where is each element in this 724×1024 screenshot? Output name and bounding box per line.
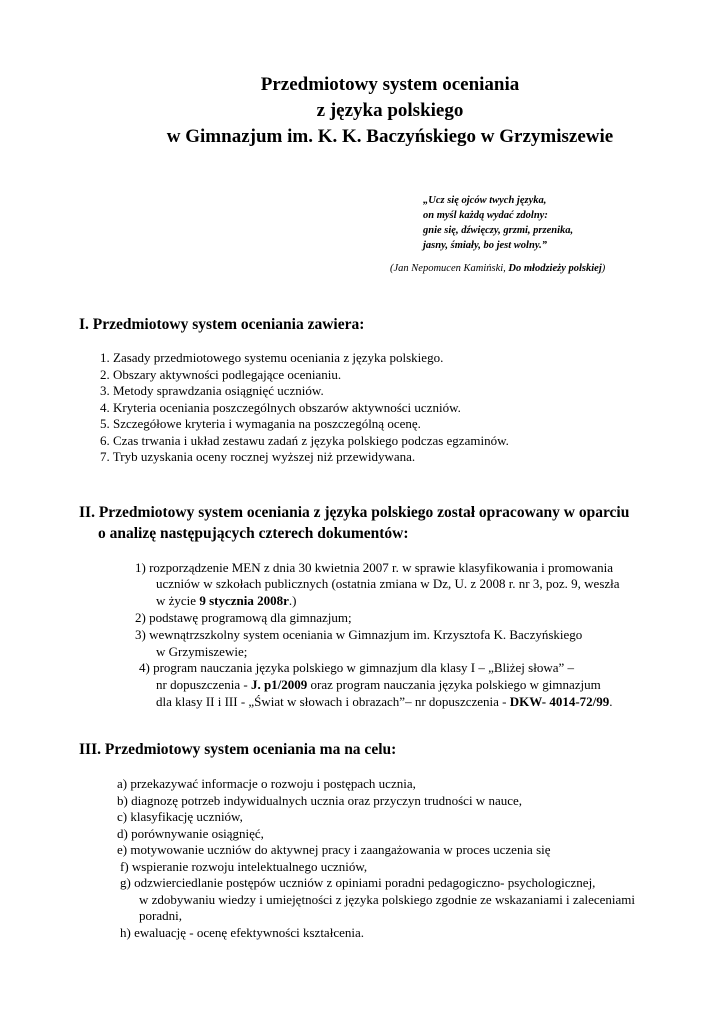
list-item: 6. Czas trwania i układ zestawu zadań z języka polskiego podczas egzaminów. — [100, 432, 509, 448]
list-item: 3. Metody sprawdzania osiągnięć uczniów. — [100, 383, 324, 398]
list-item: 2. Obszary aktywności podlegające ocenianiu. — [100, 366, 342, 382]
section-1-heading: I. Przedmiotowy system oceniania zawiera: — [79, 316, 365, 333]
document-item-cont: uczniów w szkołach publicznych (ostatnia zmiana w Dz, U. z 2008 r. nr 3, poz. 9, weszła — [156, 576, 620, 591]
epigraph-citation: (Jan Nepomucen Kamiński, Do młodzieży polskiej) — [390, 263, 606, 274]
list-item: f) wspieranie rozwoju intelektualnego uczniów, — [120, 858, 368, 874]
list-item: g) odzwierciedlanie postępów uczniów z opiniami poradni pedagogiczno- psychologicznej, — [120, 875, 596, 890]
document-item: 2) podstawę programową dla gimnazjum; — [135, 610, 352, 625]
effective-date: 9 stycznia 2008r — [199, 593, 289, 608]
document-item-cont: w Grzymiszewie; — [156, 644, 248, 659]
document-item-cont: dla klasy II i III - „Świat w słowach i obrazach”– nr dopuszczenia - DKW- 4014-72/99. — [156, 694, 613, 709]
epigraph-line: jasny, śmiały, bo jest wolny.” — [423, 240, 547, 251]
title-line-3: w Gimnazjum im. K. K. Baczyńskiego w Grzymiszewie — [166, 126, 614, 147]
list-item: c) klasyfikację uczniów, — [117, 809, 243, 824]
approval-number: DKW- 4014-72/99 — [509, 694, 610, 709]
list-item: 4. Kryteria oceniania poszczególnych obszarów aktywności uczniów. — [100, 399, 461, 415]
document-item-cont: nr dopuszczenia - J. p1/2009 oraz program nauczania języka polskiego w gimnazjum — [156, 677, 601, 692]
section-3-list — [117, 776, 635, 941]
section-3-heading: III. Przedmiotowy system oceniania ma na celu: — [79, 741, 397, 758]
epigraph-author: Jan Nepomucen Kamiński — [393, 263, 504, 274]
list-item: 1. Zasady przedmiotowego systemu oceniania z języka polskiego. — [100, 350, 444, 365]
document-item: 1) rozporządzenie MEN z dnia 30 kwietnia 2007 r. w sprawie klasyfikowania i promowania — [135, 560, 613, 575]
title-line-2: z języka polskiego — [316, 100, 464, 121]
document-item-cont: w życie 9 stycznia 2008r.) — [156, 593, 297, 608]
section-1-list — [100, 350, 509, 466]
list-item: 7. Tryb uzyskania oceny rocznej wyższej niż przewidywana. — [100, 449, 416, 464]
list-item-cont: w zdobywaniu wiedzy i umiejętności z języka polskiego zgodnie ze wskazaniami i zaleceniami — [139, 891, 635, 907]
epigraph — [423, 193, 573, 253]
list-item: d) porównywanie osiągnięć, — [117, 825, 264, 841]
epigraph-line: on myśl każdą wydać zdolny: — [423, 210, 548, 221]
epigraph-work: Do młodzieży polskiej — [508, 263, 602, 274]
section-2-heading-cont: o analizę następujących czterech dokumentów: — [98, 525, 409, 542]
section-2-heading: II. Przedmiotowy system oceniania z języka polskiego został opracowany w oparciu — [79, 504, 630, 521]
epigraph-line: gnie się, dźwięczy, grzmi, przenika, — [423, 225, 574, 236]
list-item: h) ewaluację - ocenę efektywności kształcenia. — [120, 924, 364, 940]
approval-number: J. p1/2009 — [250, 677, 308, 692]
title-line-1: Przedmiotowy system oceniania — [260, 74, 520, 95]
list-item: b) diagnozę potrzeb indywidualnych ucznia oraz przyczyn trudności w nauce, — [117, 792, 523, 808]
document-item: 3) wewnątrzszkolny system oceniania w Gimnazjum im. Krzysztofa K. Baczyńskiego — [135, 627, 583, 642]
epigraph-line: „Ucz się ojców twych języka, — [423, 195, 547, 206]
page-title — [28, 72, 724, 150]
list-item-cont: poradni, — [139, 908, 182, 923]
document-item: 4) program nauczania języka polskiego w gimnazjum dla klasy I – „Bliżej słowa” – — [139, 660, 574, 675]
list-item: 5. Szczegółowe kryteria i wymagania na poszczególną ocenę. — [100, 416, 421, 431]
list-item: e) motywowanie uczniów do aktywnej pracy i zaangażowania w proces uczenia się — [117, 842, 551, 857]
list-item: a) przekazywać informacje o rozwoju i postępach ucznia, — [117, 776, 416, 791]
